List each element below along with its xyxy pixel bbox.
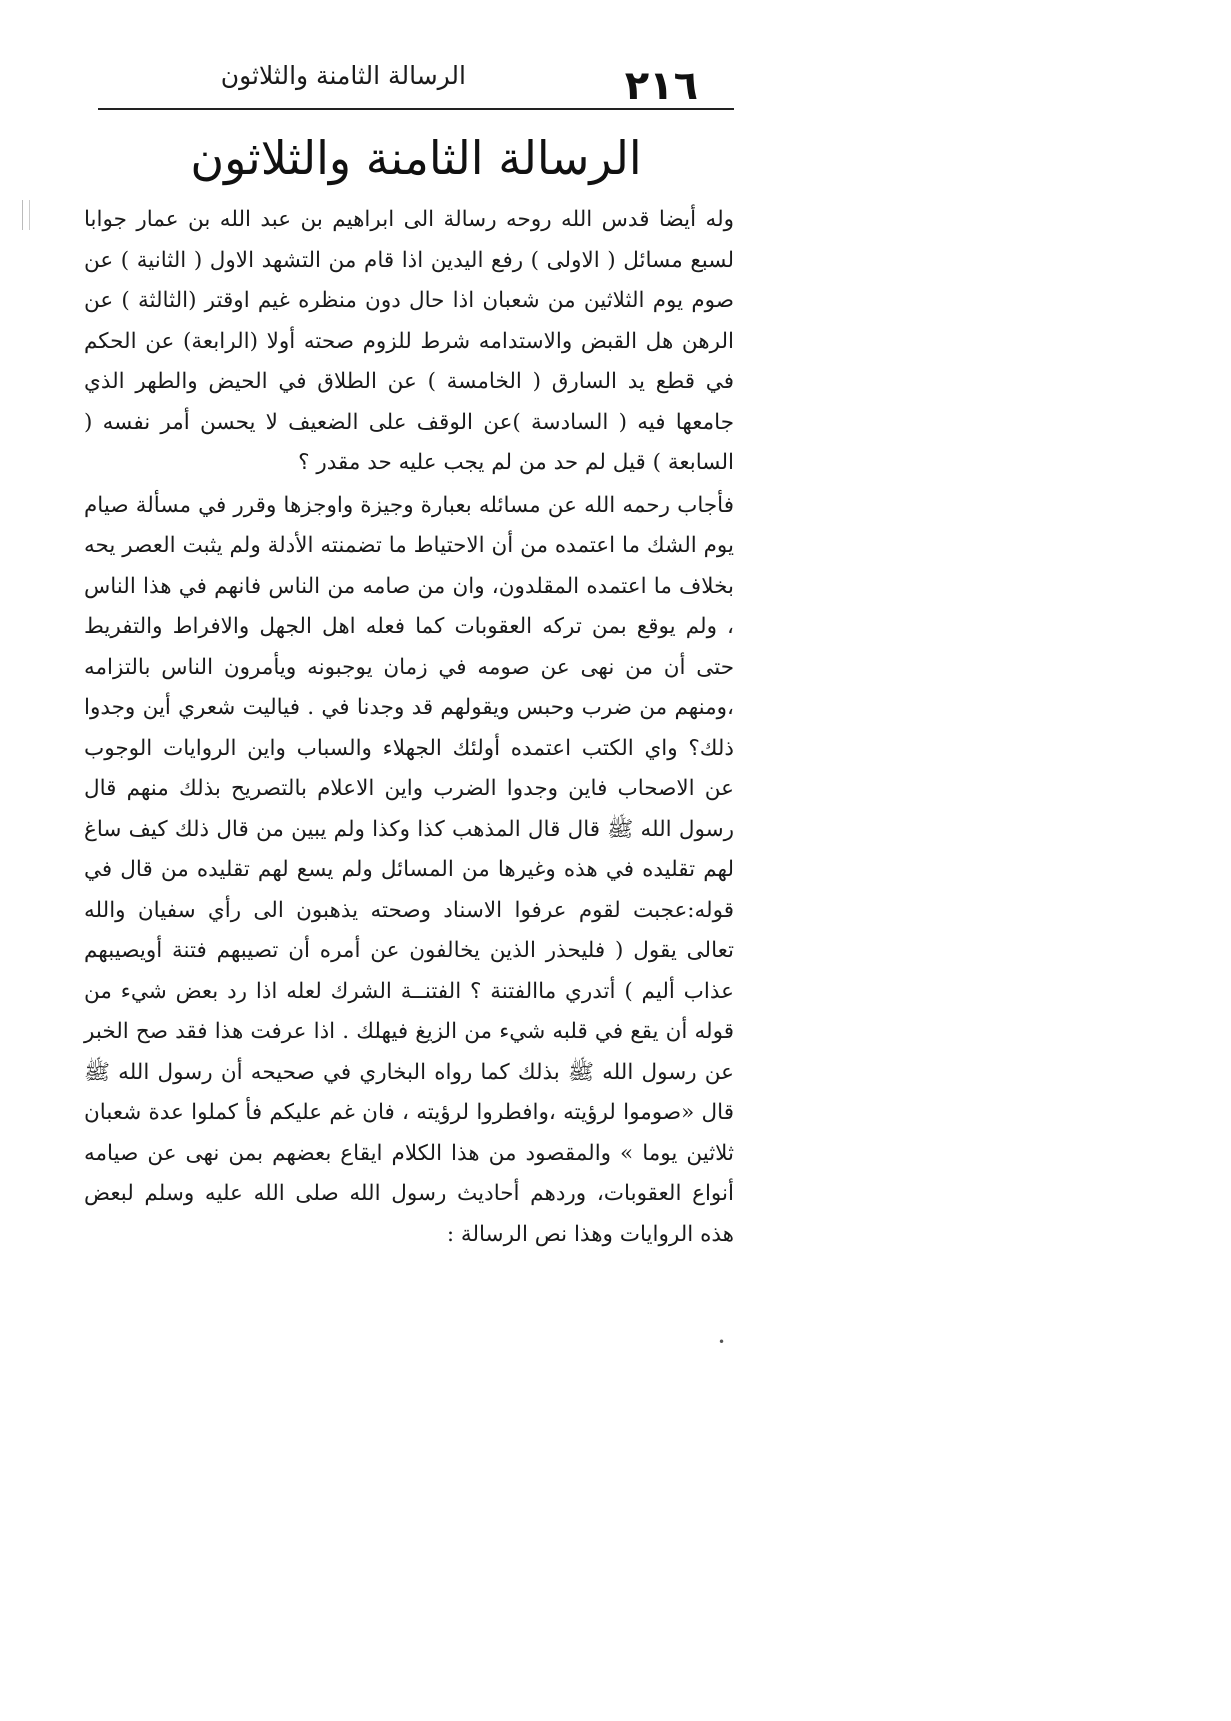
page-number: ٢١٦: [624, 63, 698, 109]
body-text: [84, 200, 734, 1255]
chapter-title: الرسالة الثامنة والثلاثون: [190, 131, 642, 185]
margin-scan-mark: [22, 200, 30, 230]
paragraph-answer: فأجاب رحمه الله عن مسائله بعبارة وجيزة واوجزها وقرر في مسألة صيام يوم الشك ما اعتمده من أن الاحتياط ما تضمنته الأدلة ولم يثبت العصر يحه بخلاف ما اعتمده المقلدون، وان من صامه من الناس فانهم في هذا الناس ، ولم يوقع بمن تركه العقوبات كما فعله اهل الجهل والافراط والتفريط حتى أن من نهى عن صومه في زمان يوجبونه ويأمرون الناس بالتزامه ،ومنهم من ضرب وحبس ويقولهم قد وجدنا في . فياليت شعري أين وجدوا ذلك؟ واي الكتب اعتمده أولئك الجهلاء والسباب واين الروايات الوجوب عن الاصحاب فاين وجدوا الضرب واين الاعلام بالتصريح بذلك منهم قال رسول الله ﷺ قال قال المذهب كذا وكذا ولم يبين من قال ذلك كيف ساغ لهم تقليده في هذه وغيرها من المسائل ولم يسع لهم تقليده من قال في قوله:عجبت لقوم عرفوا الاسناد وصحته يذهبون الى رأي سفيان والله تعالى يقول ( فليحذر الذين يخالفون عن أمره أن تصيبهم فتنة أويصيبهم عذاب أليم ) أتدري ماالفتنة ؟ الفتنــة الشرك لعله اذا رد بعض شيء من قوله أن يقع في قلبه شيء من الزيغ فيهلك . اذا عرفت هذا فقد صح الخبر عن رسول الله ﷺ بذلك كما رواه البخاري في صحيحه أن رسول الله ﷺ قال «صوموا لرؤيته ،وافطروا لرؤيته ، فان غم عليكم فأ كملوا عدة شعبان ثلاثين يوما » والمقصود من هذا الكلام ايقاع بعضهم بمن نهى عن صيامه أنواع العقوبات، وردهم أحاديث رسول الله صلى الله عليه وسلم لبعض هذه الروايات وهذا نص الرسالة :: [84, 492, 734, 1247]
running-title: الرسالة الثامنة والثلاثون: [220, 61, 466, 90]
scan-speck: •: [718, 1335, 726, 1349]
paragraph-introduction: وله أيضا قدس الله روحه رسالة الى ابراهيم بن عبد الله بن عمار جوابا لسبع مسائل ( الاولى ) رفع اليدين اذا قام من التشهد الاول ( الثانية ) عن صوم يوم الثلاثين من شعبان اذا حال دون منظره غيم اوقتر (الثالثة ) عن الرهن هل القبض والاستدامه شرط للزوم صحته أولا (الرابعة) عن الحكم في قطع يد السارق ( الخامسة ) عن الطلاق في الحيض والطهر الذي جامعها فيه ( السادسة )عن الوقف على الضعيف لا يحسن أمر نفسه ( السابعة ) قيل لم حد من لم يجب عليه حد مقدر ؟: [84, 207, 734, 475]
running-header: [98, 52, 734, 110]
